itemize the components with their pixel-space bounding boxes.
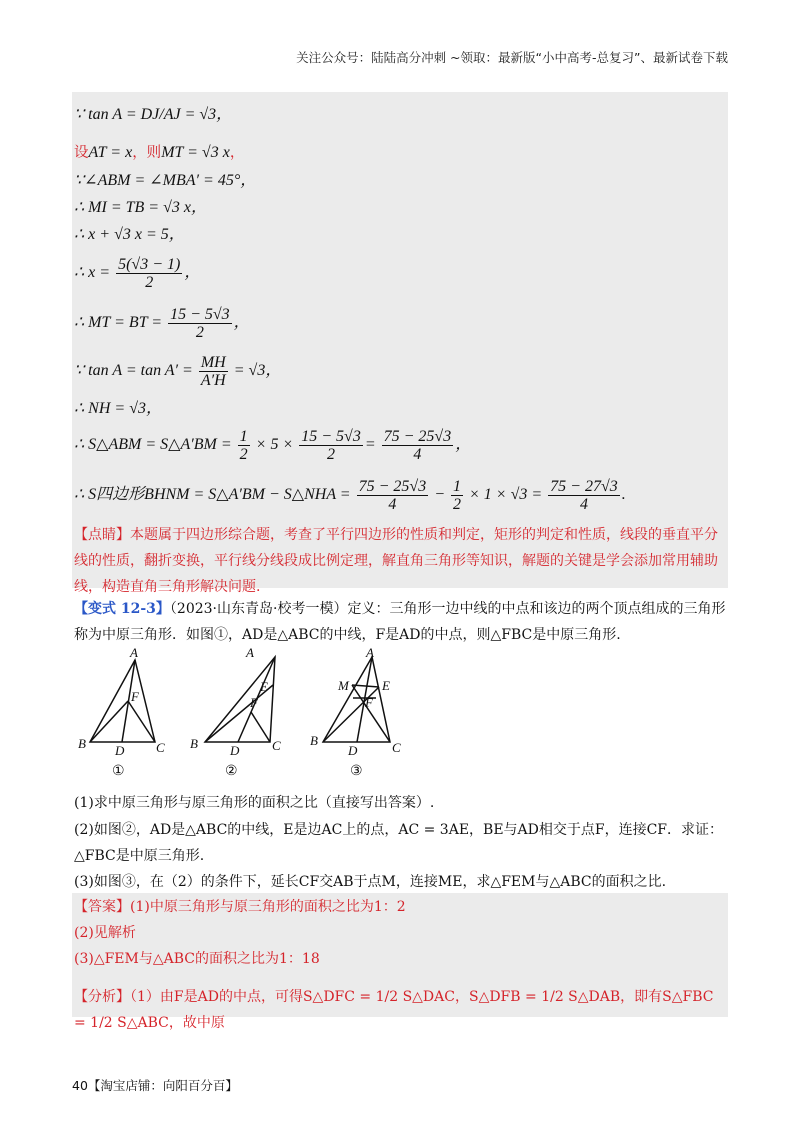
figure-1 (90, 660, 155, 742)
svg-text:D: D (348, 743, 358, 758)
svg-text:B: B (310, 733, 318, 748)
fig-label-2: ② (225, 764, 238, 779)
triangle-figures (70, 645, 490, 785)
svg-text:D: D (230, 743, 240, 758)
fig-label-3: ③ (350, 764, 363, 779)
fig-label-1: ① (112, 764, 125, 779)
svg-text:D: D (115, 743, 125, 758)
analysis: 【分析】（1）由F是AD的中点，可得S△DFC = 1/2 S△DAC，S△DFB = 1/2 S△DAB，即有S△FBC = 1/2 S△ABC，故中原 (74, 989, 714, 1031)
svg-text:C: C (156, 740, 165, 755)
answer-2: (2)见解析 (74, 925, 136, 941)
page-header: 关注公众号：陆陆高分冲刺 ~领取：最新版“小中高考-总复习”、最新试卷下载 (296, 50, 728, 65)
line-area-abm: ∴ S△ABM = S△A′BM = $\frac{1}{2}$ × 5 × $\frac{15 - 5√3}{2}$ = $\frac{75 - 25√3}{4}$ ， (74, 428, 472, 463)
question-2: (2)如图②，AD是△ABC的中线，E是边AC上的点，AC = 3AE，BE与AD相交于点F，连接CF．求证：△FBC是中原三角形. (74, 822, 724, 864)
svg-text:F: F (250, 695, 258, 710)
svg-text:F: F (131, 689, 139, 704)
line-x: ∴ x = $\frac{5(√3 - 1)}{2}$ ， (74, 256, 201, 291)
svg-text:A: A (366, 645, 374, 660)
line-angle: ∵∠ABM = ∠MBA′ = 45°， (74, 172, 257, 189)
svg-text:B: B (78, 736, 86, 751)
line-tan-a: ∵ tan A = DJ/AJ = √3， (74, 106, 233, 123)
variant-problem: 【变式 12-3】（2023·山东青岛·校考一模）定义：三角形一边中线的中点和该边的两个顶点组成的三角形称为中原三角形．如图①，AD是△ABC的中线，F是AD的中点，则△FBC是中原三角形. (74, 601, 726, 643)
svg-text:E: E (260, 679, 268, 694)
svg-text:B: B (190, 736, 198, 751)
line-mi: ∴ MI = TB = √3 x， (74, 199, 207, 216)
question-1: (1)求中原三角形与原三角形的面积之比（直接写出答案）. (74, 795, 435, 811)
line-nh: ∴ NH = √3， (74, 400, 162, 417)
svg-text:C: C (272, 738, 281, 753)
question-3: (3)如图③，在（2）的条件下，延长CF交AB于点M，连接ME，求△FEM与△ABC的面积之比. (74, 874, 667, 890)
comment-note: 【点睛】本题属于四边形综合题，考查了平行四边形的性质和判定，矩形的判定和性质，线段的垂直平分线的性质，翻折变换，平行线分线段成比例定理，解直角三角形等知识，解题的关键是学会添加常用辅助线，构造直角三角形解决问题. (74, 527, 718, 595)
line-tan-a2: ∵ tan A = tan A′ = $\frac{MH}{A'H}$ = √3， (74, 354, 282, 389)
svg-text:E: E (382, 678, 390, 693)
figure-3 (323, 657, 390, 742)
line-mt: ∴ MT = BT = $\frac{15 - 5√3}{2}$ ， (74, 306, 250, 341)
svg-text:F: F (365, 695, 373, 710)
page-footer: 40【淘宝店铺：向阳百分百】 (72, 1078, 238, 1093)
figure-2 (205, 657, 275, 742)
svg-text:M: M (338, 678, 349, 693)
answer-3: (3)△FEM与△ABC的面积之比为1：18 (74, 951, 320, 967)
svg-text:A: A (130, 645, 138, 660)
line-area-bhnm: ∴ S四边形BHNM = S△A′BM − S△NHA = $\frac{75 - 25√3}{4}$ − $\frac{1}{2}$ × 1 × √3 = $\frac{75 - 27√3}{4}$ . (74, 478, 626, 513)
line-set-at: 设AT = x，则MT = √3 x， (74, 144, 245, 161)
line-eq: ∴ x + √3 x = 5， (74, 226, 185, 243)
svg-text:C: C (392, 740, 401, 755)
svg-text:A: A (246, 645, 254, 660)
answer-1: 【答案】(1)中原三角形与原三角形的面积之比为1：2 (74, 899, 406, 915)
